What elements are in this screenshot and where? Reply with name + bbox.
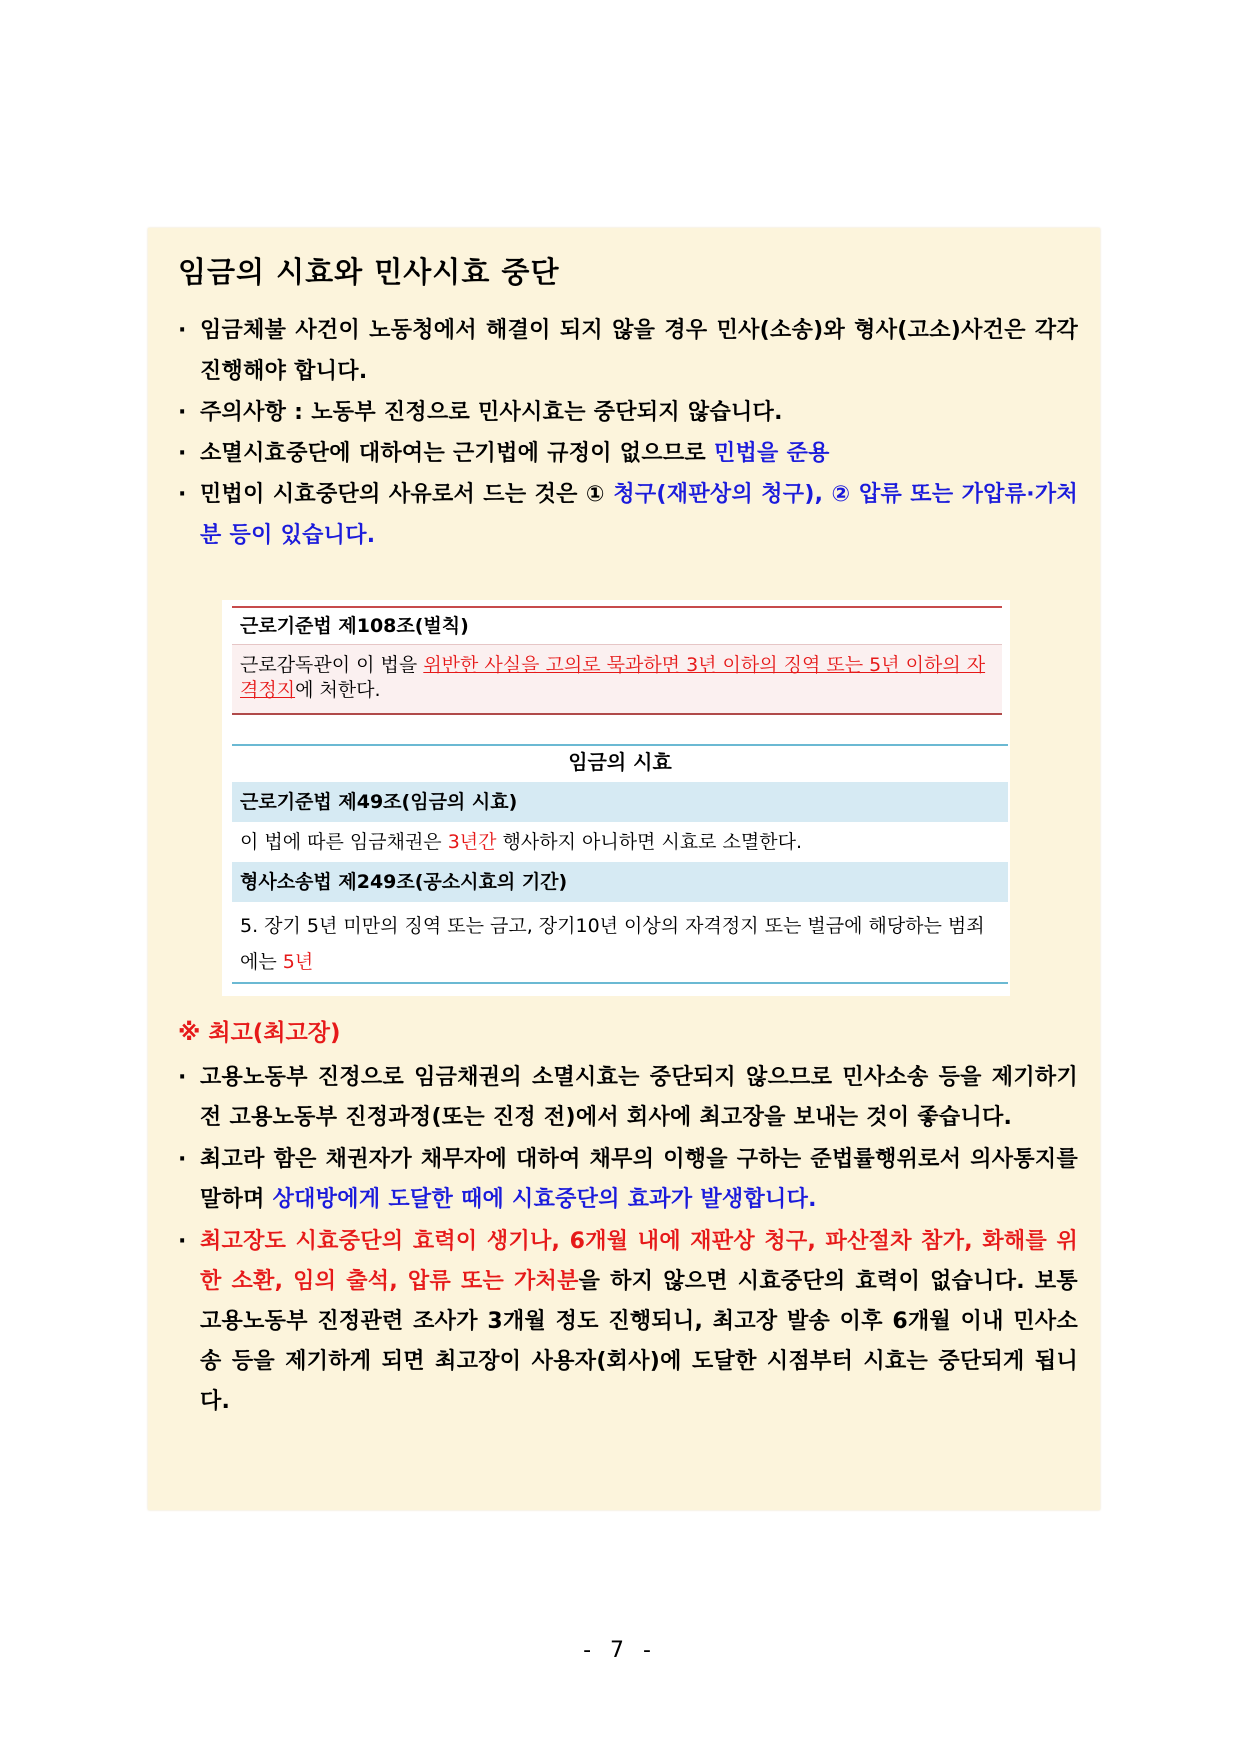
law-text-emphasis: 5년 <box>282 951 314 973</box>
law-text: 5. 장기 5년 미만의 징역 또는 금고, 장기10년 이상의 자격정지 또는 벌금에 해당하는 범죄에는 <box>240 915 985 973</box>
intro-bullet-list <box>178 310 1078 556</box>
law-heading: 근로기준법 제108조(벌칙) <box>232 606 1002 645</box>
bullet-item <box>178 392 1078 433</box>
bullet-item <box>178 1222 1078 1422</box>
law-body <box>232 902 1008 984</box>
law-text-emphasis: 3년간 <box>447 831 497 853</box>
bullet-highlight: 상대방에게 도달한 때에 시효중단의 효과가 발생합니다. <box>272 1187 817 1212</box>
law-text: 행사하지 아니하면 시효로 소멸한다. <box>496 831 803 853</box>
bullet-text: 민법이 시효중단의 사유로서 드는 것은 ① <box>200 482 614 507</box>
bullet-text: 최고라 함은 채권자가 채무자에 대하여 채무의 이행을 구하는 준법률행위로서 의사통지를 말하며 <box>200 1147 1078 1212</box>
content-panel <box>148 228 1100 1510</box>
bullet-text: 소멸시효중단에 대하여는 근기법에 규정이 없으므로 <box>200 441 714 466</box>
law-body <box>232 645 1002 715</box>
bullet-item <box>178 1058 1078 1138</box>
bullet-highlight: 청구(재판상의 청구), ② 압류 또는 가압류·가처분 등이 있습니다. <box>200 482 1079 548</box>
section-title: 임금의 시효와 민사시효 중단 <box>178 255 560 289</box>
law-text-emphasis: 위반한 사실을 고의로 묵과하면 3년 이하의 징역 또는 5년 이하의 자격정지 <box>240 654 986 701</box>
wage-prescription-table <box>232 744 1008 984</box>
bullet-text: 주의사항 : 노동부 진정으로 민사시효는 중단되지 않습니다. <box>200 400 783 425</box>
bullet-text: 임금체불 사건이 노동청에서 해결이 되지 않을 경우 민사(소송)와 형사(고소)사건은 각각 진행해야 합니다. <box>200 318 1078 384</box>
bullet-text: 고용노동부 진정으로 임금채권의 소멸시효는 중단되지 않으므로 민사소송 등을 제기하기 전 고용노동부 진정과정(또는 진정 전)에서 회사에 최고장을 보내는 것이 좋습니다. <box>200 1065 1078 1130</box>
bullet-item <box>178 474 1078 556</box>
bullet-highlight: 최고장도 시효중단의 효력이 생기나, 6개월 내에 재판상 청구, 파산절차 참가, 화해를 위한 소환, 임의 출석, 압류 또는 가처분 <box>200 1229 1078 1294</box>
bullet-text: 을 하지 않으면 시효중단의 효력이 없습니다. 보통 고용노동부 진정관련 조사가 3개월 정도 진행되니, 최고장 발송 이후 6개월 이내 민사소송 등을 제기하게 되면 최고장이 사용자(회사)에 도달한 시점부터 시효는 중단되게 됩니다. <box>200 1269 1078 1414</box>
law-text: 에 처한다. <box>295 679 381 701</box>
law-heading: 형사소송법 제249조(공소시효의 기간) <box>232 862 1008 902</box>
bullet-item <box>178 433 1078 474</box>
bullet-item <box>178 1140 1078 1220</box>
page-number: - 7 - <box>583 1638 657 1663</box>
notice-bullet-list <box>178 1058 1078 1424</box>
labor-act-108-table <box>232 606 1002 715</box>
law-text: 이 법에 따른 임금채권은 <box>240 831 448 853</box>
law-text: 근로감독관이 이 법을 <box>240 654 424 676</box>
bullet-highlight: 민법을 준용 <box>713 441 830 466</box>
law-heading: 근로기준법 제49조(임금의 시효) <box>232 782 1008 822</box>
table-caption: 임금의 시효 <box>232 744 1008 782</box>
law-excerpt-box <box>222 600 1010 996</box>
note-heading: ※ 최고(최고장) <box>178 1020 341 1046</box>
bullet-item <box>178 310 1078 392</box>
law-body <box>232 822 1008 862</box>
